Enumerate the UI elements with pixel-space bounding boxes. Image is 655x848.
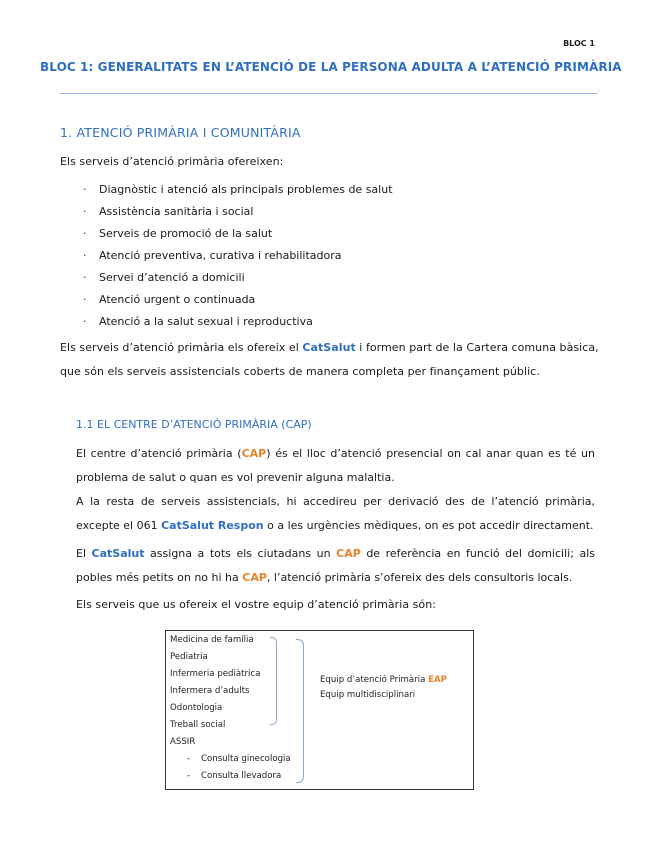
page-title: BLOC 1: GENERALITATS EN L’ATENCIÓ DE LA PERSONA ADULTA A L’ATENCIÓ PRIMÀRIA bbox=[40, 60, 622, 74]
bullet-dot: · bbox=[83, 227, 87, 240]
services-intro: Els serveis que us ofereix el vostre equip d’atenció primària són: bbox=[76, 598, 436, 611]
list-item: · Servei d’atenció a domicili bbox=[83, 269, 393, 291]
bullet-dot: · bbox=[83, 315, 87, 328]
list-item: · Atenció a la salut sexual i reproductiva bbox=[83, 313, 393, 335]
closing-paragraph-line2: que són els serveis assistencials coberts de manera completa per finançament públic. bbox=[60, 365, 540, 378]
list-item: Medicina de família bbox=[170, 635, 254, 645]
list-item: - Consulta ginecologia bbox=[187, 754, 291, 764]
team-labels bbox=[320, 673, 447, 703]
bullet-dot: · bbox=[83, 205, 87, 218]
catsalut-brand: CatSalut bbox=[302, 341, 356, 354]
list-item: · Assistència sanitària i social bbox=[83, 203, 393, 225]
bullet-dot: · bbox=[83, 183, 87, 196]
section-heading-1: 1. ATENCIÓ PRIMÀRIA I COMUNITÀRIA bbox=[60, 125, 301, 140]
bullet-dot: · bbox=[83, 249, 87, 262]
eap-label: Equip d’atenció Primària EAP bbox=[320, 675, 447, 685]
list-item: Infermeria pediàtrica bbox=[170, 669, 261, 679]
list-item: - Consulta llevadora bbox=[187, 771, 282, 781]
list-item: Treball social bbox=[170, 720, 226, 730]
title-divider bbox=[60, 93, 597, 94]
derivation-paragraph bbox=[76, 490, 595, 538]
services-bullet-list bbox=[83, 181, 393, 335]
running-header: BLOC 1 bbox=[563, 39, 595, 48]
outer-brace bbox=[296, 639, 304, 783]
derivation-paragraph-line2: excepte el 061 CatSalut Respon o a les urgències mèdiques, on es pot accedir directament. bbox=[76, 519, 594, 532]
bullet-dot: · bbox=[83, 271, 87, 284]
list-item: · Diagnòstic i atenció als principals problemes de salut bbox=[83, 181, 393, 203]
assignment-paragraph bbox=[76, 542, 595, 590]
cap-paragraph-line2: problema de salut o quan es vol prevenir alguna malaltia. bbox=[76, 471, 395, 484]
derivation-paragraph-line1: A la resta de serveis assistencials, hi accedireu per derivació des de l’atenció primària, bbox=[76, 495, 595, 508]
intro-paragraph: Els serveis d’atenció primària ofereixen: bbox=[60, 155, 284, 168]
list-item: · Atenció urgent o continuada bbox=[83, 291, 393, 313]
assignment-paragraph-line2: pobles més petits on no hi ha CAP, l’atenció primària s’ofereix des dels consultoris locals. bbox=[76, 571, 573, 584]
section-heading-1-1: 1.1 EL CENTRE D’ATENCIÓ PRIMÀRIA (CAP) bbox=[76, 418, 312, 431]
assignment-paragraph-line1: El CatSalut assigna a tots els ciutadans un CAP de referència en funció del domicili; als bbox=[76, 547, 595, 560]
closing-paragraph-line1: Els serveis d’atenció primària els ofereix el CatSalut i formen part de la Cartera comuna bàsica, bbox=[60, 341, 599, 354]
list-item: Infermera d’adults bbox=[170, 686, 250, 696]
inner-brace bbox=[270, 637, 277, 725]
multidisciplinary-label: Equip multidisciplinari bbox=[320, 690, 416, 700]
catsalut-respon-brand: CatSalut Respon bbox=[161, 519, 264, 532]
bullet-dot: · bbox=[83, 293, 87, 306]
list-item: Pediatria bbox=[170, 652, 208, 662]
list-item: · Serveis de promoció de la salut bbox=[83, 225, 393, 247]
cap-paragraph-line1: El centre d’atenció primària (CAP) és el lloc d’atenció presencial on cal anar quan es té un bbox=[76, 447, 596, 460]
list-item: Odontologia bbox=[170, 703, 223, 713]
list-item: · Atenció preventiva, curativa i rehabilitadora bbox=[83, 247, 393, 269]
list-item: ASSIR bbox=[170, 737, 196, 747]
cap-paragraph bbox=[76, 442, 595, 490]
services-box bbox=[165, 630, 474, 790]
